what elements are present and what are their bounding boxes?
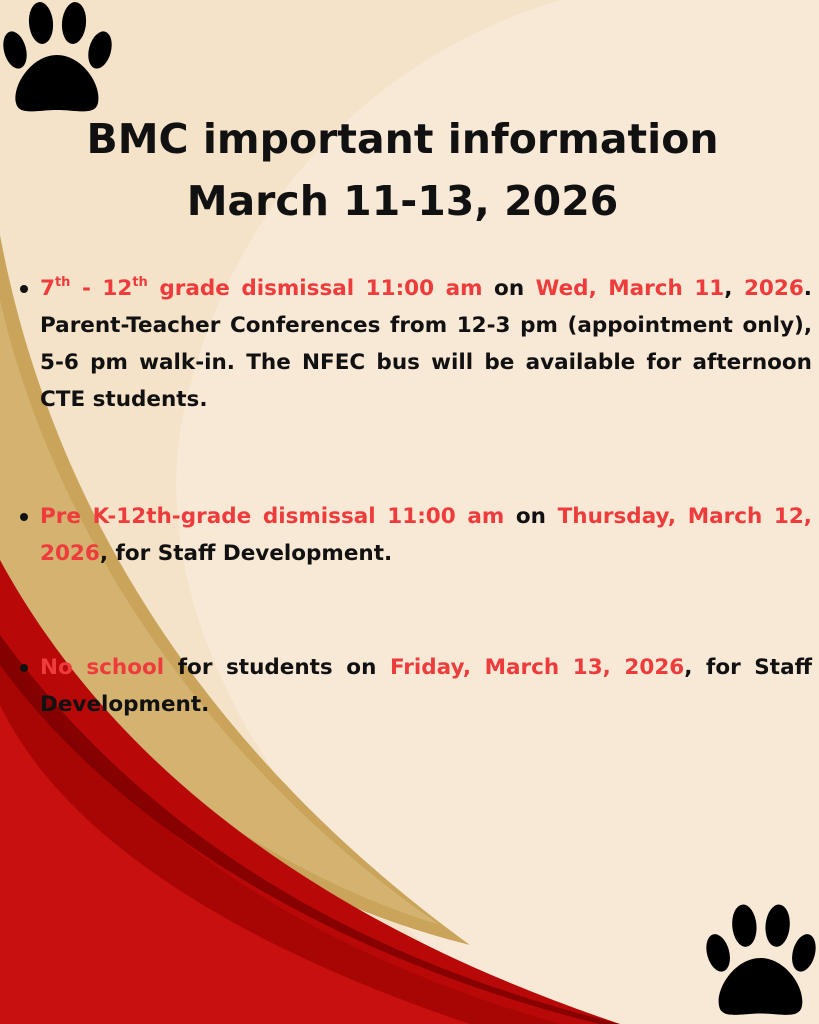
grade-range (40, 276, 483, 301)
paw-print-icon (703, 902, 819, 1022)
separator-text: , (724, 276, 744, 301)
no-school-text: No school (40, 655, 165, 680)
dismissal-text: grade dismissal 11:00 am (147, 276, 483, 301)
dismissal-text: Pre K-12th-grade dismissal 11:00 am (40, 504, 505, 529)
bullet-list (40, 498, 812, 572)
bullet-item-wednesday (40, 270, 812, 418)
paw-print-icon (0, 0, 115, 118)
bullet-details: . Parent-Teacher Conferences from 12-3 pm (appointment only), 5-6 pm walk-in. The NFEC bus will be available for afternoon CTE students. (40, 276, 812, 412)
grade-start-suffix: th (54, 275, 71, 290)
event-date: Wed, March 11 (535, 276, 725, 301)
page-subtitle-dates: March 11-13, 2026 (186, 177, 619, 225)
bullet-list (40, 270, 812, 418)
bullet-details: , for Staff Development. (99, 541, 393, 566)
connector-text: on (482, 276, 536, 301)
event-date: Friday, March 13, 2026 (389, 655, 685, 680)
bullet-item-thursday (40, 498, 812, 572)
connector-text: on (504, 504, 558, 529)
bullet-list (40, 649, 812, 723)
grade-end-suffix: th (132, 275, 148, 290)
grade-start: 7 (40, 276, 55, 301)
bullet-details: , for Staff Development. (40, 655, 812, 717)
connector-text: for students on (164, 655, 390, 680)
event-year: 2026 (743, 276, 804, 301)
page-title: BMC important information (86, 115, 719, 163)
bullet-item-friday (40, 649, 812, 723)
event-date: Thursday, March 12, 2026 (40, 504, 812, 566)
grade-end: - 12 (70, 276, 133, 301)
